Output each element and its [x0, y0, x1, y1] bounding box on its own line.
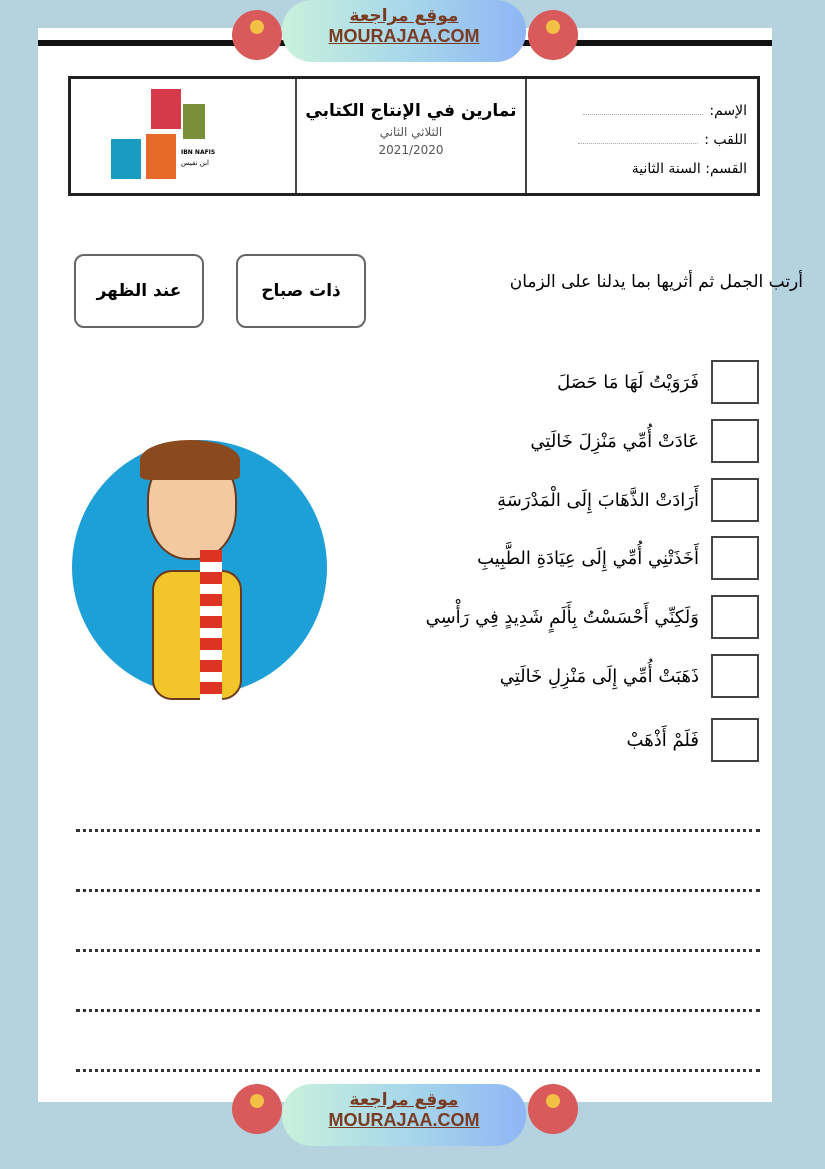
answer-line[interactable]	[76, 949, 760, 952]
sentence-text: أَخَذَتْنِي أُمِّي إِلَى عِيَادَةِ الطَّبِيبِ	[477, 547, 699, 569]
surname-label: اللقب :	[704, 132, 747, 148]
answer-line[interactable]	[76, 829, 760, 832]
order-box[interactable]	[711, 595, 759, 639]
term-label: الثلاثي الثاني	[379, 125, 443, 139]
year-label: 2021/2020	[378, 143, 444, 157]
logo-subtext: ابن نفيس	[181, 159, 209, 167]
logo-text: IBN NAFIS	[181, 149, 216, 156]
name-field[interactable]	[583, 114, 703, 115]
answer-line[interactable]	[76, 1069, 760, 1072]
sentence-item	[477, 534, 759, 582]
order-box[interactable]	[711, 536, 759, 580]
watermark-banner-top	[282, 0, 526, 62]
answer-line[interactable]	[76, 889, 760, 892]
class-label: القسم: السنة الثانية	[631, 161, 747, 177]
watermark-badge-icon	[528, 10, 578, 60]
sentence-text: ذَهَبَتْ أُمِّي إِلَى مَنْزِلِ خَالَتِي	[499, 665, 699, 687]
order-box[interactable]	[711, 718, 759, 762]
name-label: الإسم:	[709, 103, 747, 119]
order-box[interactable]	[711, 419, 759, 463]
sentence-text: فَرَوَيْتُ لَهَا مَا حَصَلَ	[557, 371, 699, 393]
order-box[interactable]	[711, 360, 759, 404]
school-logo	[71, 79, 295, 193]
time-word-box: عند الظهر	[74, 254, 204, 328]
watermark-latin: MOURAJAA.COM	[328, 1110, 480, 1130]
watermark-latin: MOURAJAA.COM	[328, 26, 480, 46]
order-box[interactable]	[711, 654, 759, 698]
sentence-text: وَلَكِنِّي أَحْسَسْتُ بِأَلَمٍ شَدِيدٍ فِي رَأْسِي	[425, 606, 699, 628]
sentence-text: أَرَادَتْ الذَّهَابَ إِلَى الْمَدْرَسَةِ	[497, 489, 699, 511]
watermark-arabic: موقع مراجعة	[349, 1090, 459, 1110]
watermark-banner-bottom	[282, 1084, 526, 1146]
sentence-item	[426, 593, 759, 641]
surname-field[interactable]	[578, 143, 698, 144]
worksheet-header	[68, 76, 760, 196]
watermark-badge-icon	[232, 1084, 282, 1134]
instruction-text: أرتب الجمل ثم أثريها بما يدلنا على الزمان	[509, 272, 803, 292]
title-cell	[295, 79, 525, 193]
watermark-badge-icon	[232, 10, 282, 60]
sentence-item	[530, 417, 759, 465]
sentence-item	[500, 652, 759, 700]
watermark-badge-icon	[528, 1084, 578, 1134]
time-word-box: ذات صباح	[236, 254, 366, 328]
watermark-arabic: موقع مراجعة	[349, 6, 459, 26]
worksheet-title: تمارين في الإنتاج الكتابي	[305, 101, 517, 121]
sentence-item	[557, 358, 759, 406]
student-info	[525, 79, 757, 193]
order-box[interactable]	[711, 478, 759, 522]
sentence-text: عَادَتْ أُمِّي مَنْزِلَ خَالَتِي	[530, 430, 699, 452]
sentence-item	[497, 476, 759, 524]
answer-line[interactable]	[76, 1009, 760, 1012]
sentence-item	[627, 716, 759, 764]
sentence-text: فَلَمْ أَذْهَبْ	[626, 729, 699, 751]
sick-boy-illustration	[72, 440, 327, 695]
